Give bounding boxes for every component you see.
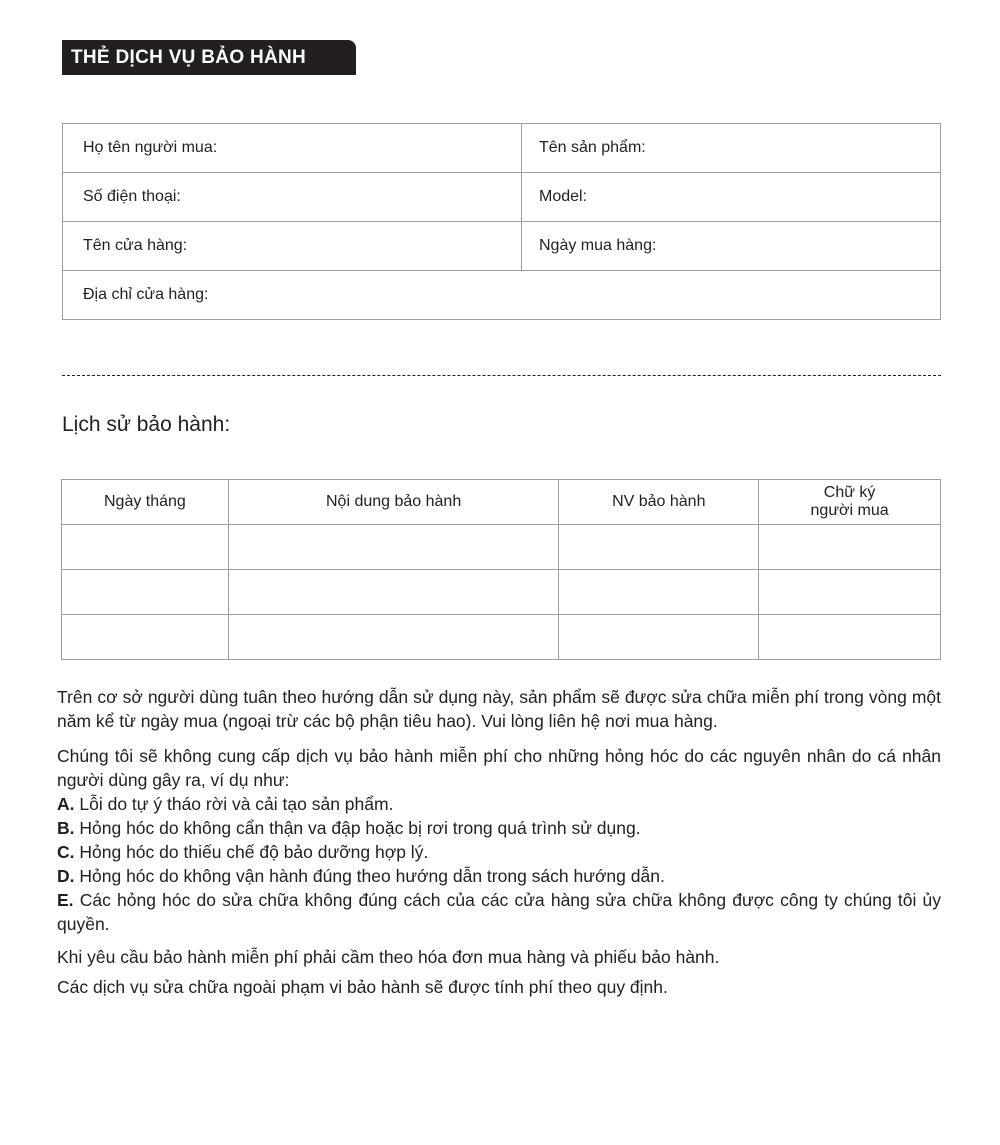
exclusion-text: Lỗi do tự ý tháo rời và cải tạo sản phẩm. bbox=[79, 794, 394, 814]
phone-field[interactable]: Số điện thoại: bbox=[63, 173, 522, 222]
exclusion-text: Các hỏng hóc do sửa chữa không đúng cách của các cửa hàng sửa chữa không được công ty chúng tôi ủy quyền. bbox=[57, 890, 941, 934]
exclusion-text: Hỏng hóc do không vận hành đúng theo hướng dẫn trong sách hướng dẫn. bbox=[79, 866, 665, 886]
exclusion-letter: C. bbox=[57, 842, 75, 862]
cell-signature[interactable] bbox=[759, 570, 941, 615]
cell-date[interactable] bbox=[62, 615, 229, 660]
card-title: THẺ DỊCH VỤ BẢO HÀNH bbox=[62, 40, 356, 75]
exclusion-item bbox=[57, 840, 941, 864]
exclusion-letter: D. bbox=[57, 866, 75, 886]
store-name-field[interactable]: Tên cửa hàng: bbox=[63, 222, 522, 271]
terms-paragraph-1: Trên cơ sở người dùng tuân theo hướng dẫn sử dụng này, sản phẩm sẽ được sửa chữa miễn phí trong vòng một năm kể từ ngày mua (ngoại trừ các bộ phận tiêu hao). Vui lòng liên hệ nơi mua hàng. bbox=[57, 687, 941, 731]
header-staff: NV bảo hành bbox=[559, 480, 759, 525]
buyer-info-table bbox=[62, 123, 941, 320]
history-label: Lịch sử bảo hành: bbox=[62, 413, 231, 436]
cell-staff[interactable] bbox=[559, 570, 759, 615]
table-row bbox=[62, 570, 941, 615]
cell-staff[interactable] bbox=[559, 525, 759, 570]
exclusion-item bbox=[57, 888, 941, 936]
exclusion-letter: B. bbox=[57, 818, 75, 838]
store-address-field[interactable]: Địa chỉ cửa hàng: bbox=[63, 271, 941, 320]
terms-paragraph-4: Các dịch vụ sửa chữa ngoài phạm vi bảo hành sẽ được tính phí theo quy định. bbox=[57, 977, 668, 997]
terms-paragraph-3: Khi yêu cầu bảo hành miễn phí phải cầm theo hóa đơn mua hàng và phiếu bảo hành. bbox=[57, 947, 720, 967]
exclusion-item bbox=[57, 816, 941, 840]
exclusion-letter: E. bbox=[57, 890, 74, 910]
exclusion-letter: A. bbox=[57, 794, 75, 814]
header-date: Ngày tháng bbox=[62, 480, 229, 525]
cell-date[interactable] bbox=[62, 570, 229, 615]
header-signature-line1: Chữ ký bbox=[823, 484, 876, 501]
table-row bbox=[63, 222, 941, 271]
header-signature bbox=[759, 480, 941, 525]
cell-date[interactable] bbox=[62, 525, 229, 570]
table-row bbox=[63, 271, 941, 320]
cell-signature[interactable] bbox=[759, 615, 941, 660]
header-content: Nội dung bảo hành bbox=[228, 480, 559, 525]
cell-content[interactable] bbox=[228, 525, 559, 570]
table-row bbox=[62, 525, 941, 570]
cell-signature[interactable] bbox=[759, 525, 941, 570]
exclusion-item bbox=[57, 864, 941, 888]
table-header-row bbox=[62, 480, 941, 525]
purchase-date-field[interactable]: Ngày mua hàng: bbox=[522, 222, 941, 271]
exclusion-item bbox=[57, 792, 941, 816]
table-row bbox=[63, 173, 941, 222]
warranty-history-table bbox=[61, 479, 941, 660]
cut-line-divider bbox=[62, 375, 941, 376]
terms-paragraph-2: Chúng tôi sẽ không cung cấp dịch vụ bảo hành miễn phí cho những hỏng hóc do các nguyên nhân do cá nhân người dùng gây ra, ví dụ như: bbox=[57, 746, 941, 790]
model-field[interactable]: Model: bbox=[522, 173, 941, 222]
cell-content[interactable] bbox=[228, 570, 559, 615]
product-name-field[interactable]: Tên sản phẩm: bbox=[522, 124, 941, 173]
exclusion-text: Hỏng hóc do không cẩn thận va đập hoặc bị rơi trong quá trình sử dụng. bbox=[79, 818, 641, 838]
table-row bbox=[63, 124, 941, 173]
exclusion-text: Hỏng hóc do thiếu chế độ bảo dưỡng hợp lý. bbox=[79, 842, 429, 862]
cell-content[interactable] bbox=[228, 615, 559, 660]
table-row bbox=[62, 615, 941, 660]
cell-staff[interactable] bbox=[559, 615, 759, 660]
warranty-terms bbox=[57, 685, 941, 999]
buyer-name-field[interactable]: Họ tên người mua: bbox=[63, 124, 522, 173]
header-signature-line2: người mua bbox=[810, 502, 889, 519]
